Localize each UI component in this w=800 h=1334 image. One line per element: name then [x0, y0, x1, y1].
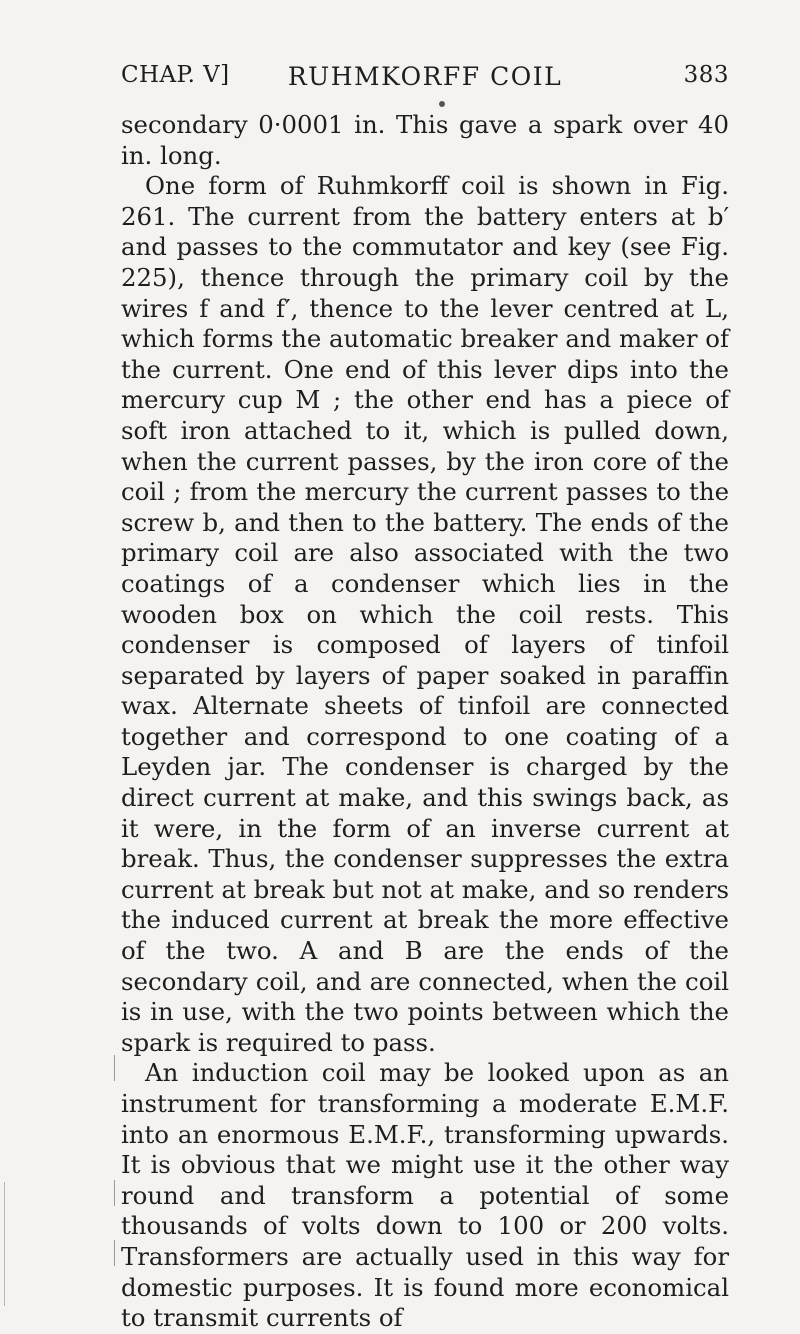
margin-mark: [114, 1240, 115, 1266]
chapter-label: CHAP. V]: [121, 62, 230, 88]
paragraph-continuation: secondary 0·0001 in. This gave a spark over 40 in. long.: [121, 110, 729, 170]
running-header: [121, 62, 729, 96]
paragraph-induction-coil: An induction coil may be looked upon as an instrument for transforming a moderate E.M.F. into an enormous E.M.F., transforming upwards. It is obvious that we might use it the other way round and transform a potential of some thousands of volts down to 100 or 200 volts. Transformers are actually used in this way for domestic purposes. It is found more economical to transmit currents of: [121, 1058, 729, 1333]
body-text: [121, 110, 729, 1334]
page-number: 383: [683, 62, 729, 88]
page-title: RUHMKORFF COIL: [287, 62, 563, 91]
ink-dot: [439, 101, 445, 107]
scan-edge-line: [4, 1182, 5, 1306]
margin-mark: [114, 1180, 115, 1206]
margin-mark: [114, 1055, 115, 1081]
paragraph-ruhmkorff-form: One form of Ruhmkorff coil is shown in Fig. 261. The current from the battery enters at b′ and passes to the commutator and key (see Fig. 225), thence through the primary coil by the wires f and f′, thence to the lever centred at L, which forms the automatic breaker and maker of the current. One end of this lever dips into the mercury cup M ; the other end has a piece of soft iron attached to it, which is pulled down, when the current passes, by the iron core of the coil ; from the mercury the current passes to the screw b, and then to the battery. The ends of the primary coil are also associated with the two coatings of a condenser which lies in the wooden box on which the coil rests. This condenser is composed of layers of tinfoil separated by layers of paper soaked in paraffin wax. Alternate sheets of tinfoil are connected together and correspond to one coating of a Leyden jar. The condenser is charged by the direct current at make, and this swings back, as it were, in the form of an inverse current at break. Thus, the condenser suppresses the extra current at break but not at make, and so renders the induced current at break the more effective of the two. A and B are the ends of the secondary coil, and are connected, when the coil is in use, with the two points between which the spark is required to pass.: [121, 171, 729, 1057]
